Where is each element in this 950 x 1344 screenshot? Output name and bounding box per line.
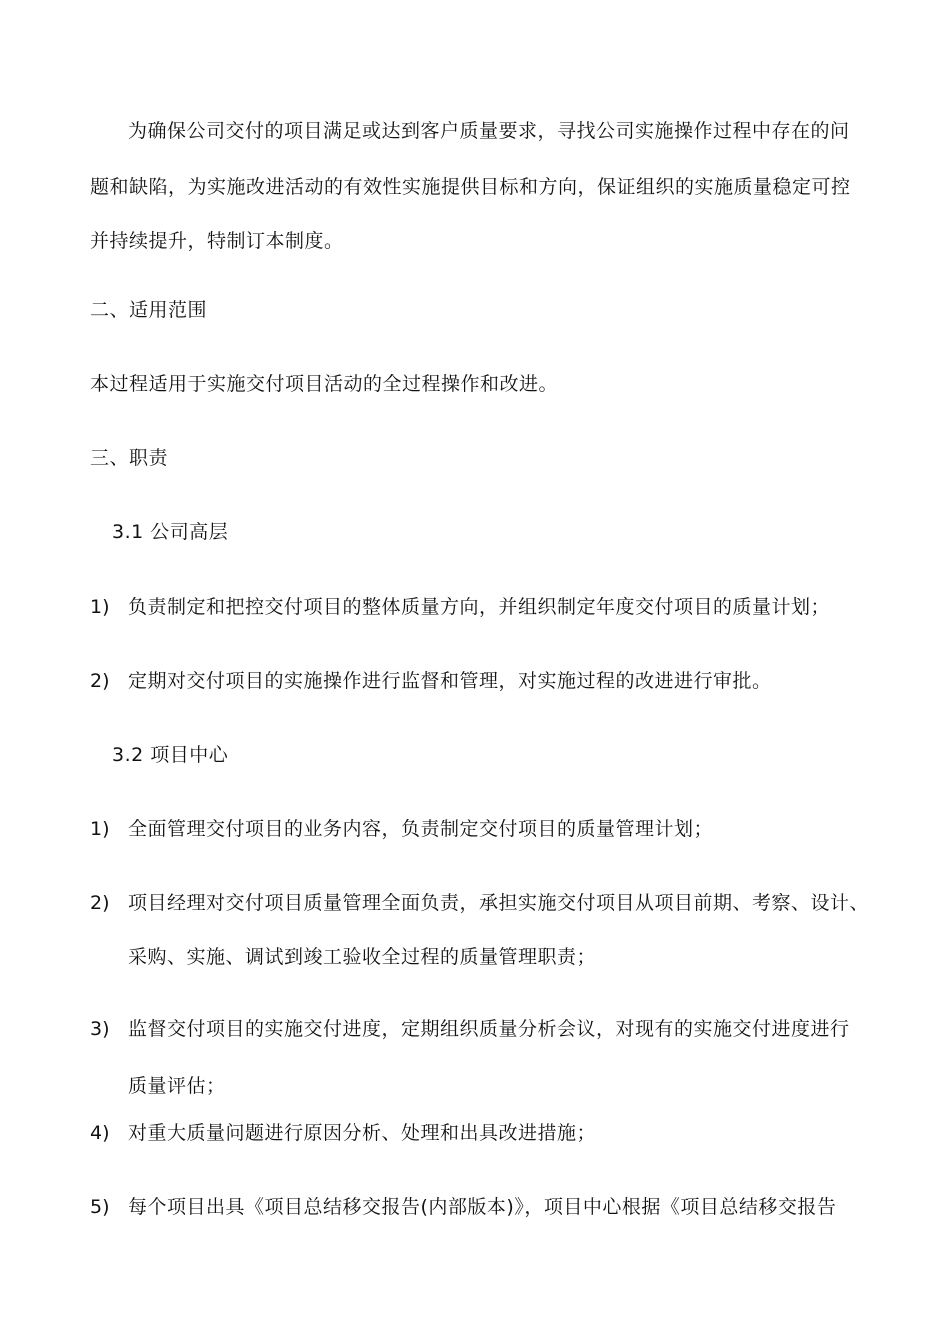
list-item-number: 4)	[90, 1122, 110, 1144]
list-item-text: 项目经理对交付项目质量管理全面负责，承担实施交付项目从项目前期、考察、设计、	[128, 892, 870, 914]
list-item-continuation: 质量评估；	[128, 1075, 226, 1097]
list-item-text: 监督交付项目的实施交付进度，定期组织质量分析会议，对现有的实施交付进度进行	[128, 1018, 850, 1040]
list-item-text: 对重大质量问题进行原因分析、处理和出具改进措施；	[128, 1122, 597, 1144]
list-item-text: 每个项目出具《项目总结移交报告(内部版本)》，项目中心根据《项目总结移交报告	[128, 1196, 837, 1218]
section-2-body: 本过程适用于实施交付项目活动的全过程操作和改进。	[90, 373, 559, 395]
list-item-number: 5)	[90, 1196, 110, 1218]
section-3-heading: 三、职责	[90, 447, 169, 469]
list-item-number: 2)	[90, 892, 110, 914]
list-item-text: 负责制定和把控交付项目的整体质量方向，并组织制定年度交付项目的质量计划；	[128, 596, 831, 618]
intro-line-1: 为确保公司交付的项目满足或达到客户质量要求，寻找公司实施操作过程中存在的问	[128, 120, 850, 142]
subsection-3-1-heading: 3.1 公司高层	[112, 521, 229, 543]
subsection-3-2-heading: 3.2 项目中心	[112, 744, 229, 766]
section-2-heading: 二、适用范围	[90, 299, 208, 321]
list-item-number: 2)	[90, 670, 110, 692]
intro-line-3: 并持续提升，特制订本制度。	[90, 230, 344, 252]
list-item-text: 全面管理交付项目的业务内容，负责制定交付项目的质量管理计划；	[128, 818, 714, 840]
list-item-number: 1)	[90, 596, 110, 618]
list-item-text: 定期对交付项目的实施操作进行监督和管理，对实施过程的改进进行审批。	[128, 670, 772, 692]
list-item-number: 1)	[90, 818, 110, 840]
list-item-number: 3)	[90, 1018, 110, 1040]
intro-line-2: 题和缺陷，为实施改进活动的有效性实施提供目标和方向，保证组织的实施质量稳定可控	[90, 176, 851, 198]
list-item-continuation: 采购、实施、调试到竣工验收全过程的质量管理职责；	[128, 946, 597, 968]
